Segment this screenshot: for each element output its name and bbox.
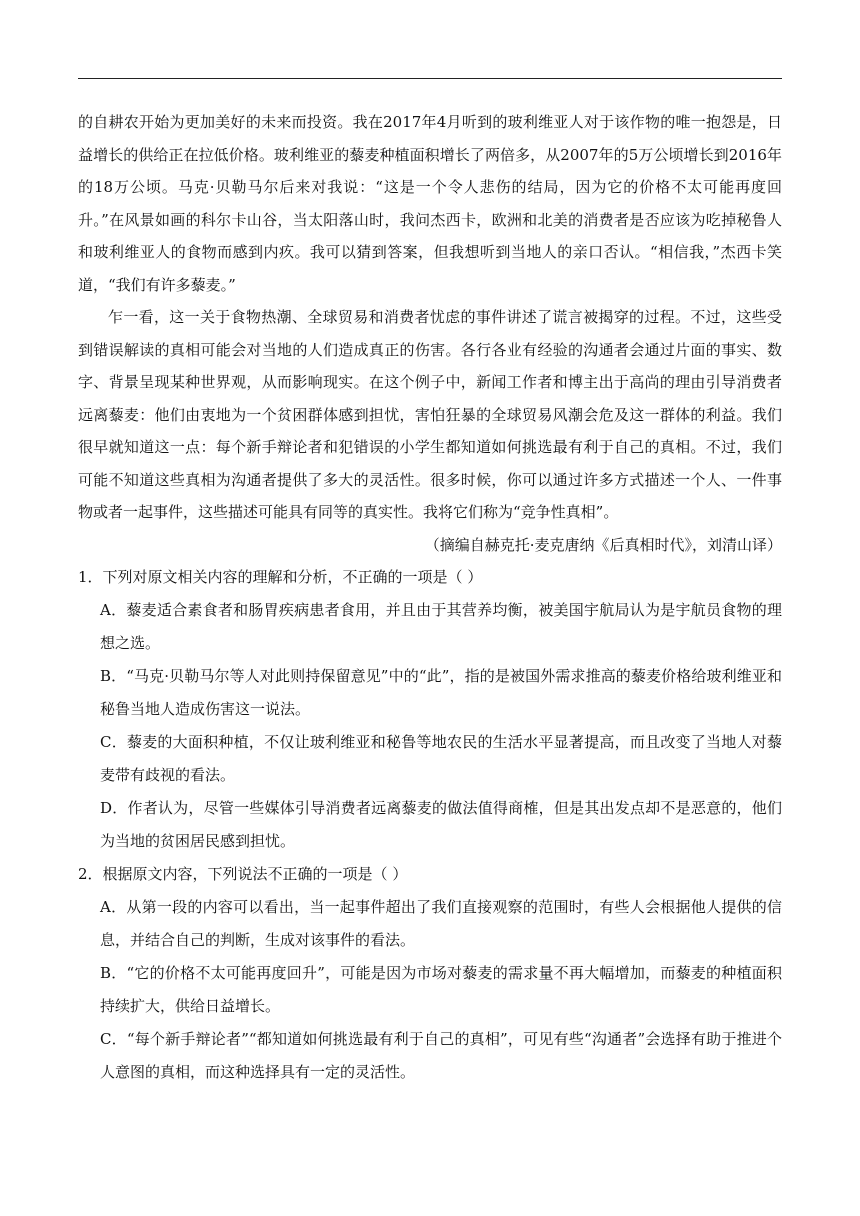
option-a: A．从第一段的内容可以看出，当一起事件超出了我们直接观察的范围时，有些人会根据他人提供的信息，并结合自己的判断，生成对该事件的看法。	[100, 897, 782, 949]
header-rule	[78, 78, 782, 79]
option-b: B．“马克·贝勒马尔等人对此则持保留意见”中的“此”，指的是被国外需求推高的藜麦价格给玻利维亚和秘鲁当地人造成伤害这一说法。	[100, 666, 782, 718]
question-1	[78, 561, 782, 858]
option-c: C．藜麦的大面积种植，不仅让玻利维亚和秘鲁等地农民的生活水平显著提高，而且改变了当地人对藜麦带有歧视的看法。	[100, 732, 782, 784]
option-b: B．“它的价格不太可能再度回升”，可能是因为市场对藜麦的需求量不再大幅增加，而藜麦的种植面积持续扩大，供给日益增长。	[100, 963, 782, 1015]
passage-paragraph-2: 乍一看，这一关于食物热潮、全球贸易和消费者忧虑的事件讲述了谎言被揭穿的过程。不过，这些受到错误解读的真相可能会对当地的人们造成真正的伤害。各行各业有经验的沟通者会通过片面的事实、数字、背景呈现某种世界观，从而影响现实。在这个例子中，新闻工作者和博主出于高尚的理由引导消费者远离藜麦：他们由衷地为一个贫困群体感到担忧，害怕狂暴的全球贸易风潮会危及这一群体的利益。我们很早就知道这一点：每个新手辩论者和犯错误的小学生都知道如何挑选最有利于自己的真相。不过，我们可能不知道这些真相为沟通者提供了多大的灵活性。很多时候，你可以通过许多方式描述一个人、一件事物或者一起事件，这些描述可能具有同等的真实性。我将它们称为“竞争性真相”。	[78, 308, 782, 521]
question-stem: 2．根据原文内容，下列说法不正确的一项是（ ）	[78, 864, 408, 883]
question-2	[78, 858, 782, 1089]
option-a: A．藜麦适合素食者和肠胃疾病患者食用，并且由于其营养均衡，被美国宇航局认为是宇航员食物的理想之选。	[100, 600, 782, 652]
document-body	[78, 106, 782, 1089]
source-attribution: （摘编自赫克托·麦克唐纳《后真相时代》，刘清山译）	[424, 535, 782, 554]
option-d: D．作者认为，尽管一些媒体引导消费者远离藜麦的做法值得商榷，但是其出发点却不是恶意的，他们为当地的贫困居民感到担忧。	[100, 798, 782, 850]
option-c: C．“每个新手辩论者”“都知道如何挑选最有利于自己的真相”，可见有些“沟通者”会选择有助于推进个人意图的真相，而这种选择具有一定的灵活性。	[100, 1029, 782, 1081]
passage-paragraph-1: 的自耕农开始为更加美好的未来而投资。我在2017年4月听到的玻利维亚人对于该作物的唯一抱怨是，日益增长的供给正在拉低价格。玻利维亚的藜麦种植面积增长了两倍多，从2007年的5万公顷增长到2016年的18万公顷。马克·贝勒马尔后来对我说：“这是一个令人悲伤的结局，因为它的价格不太可能再度回升。”在风景如画的科尔卡山谷，当太阳落山时，我问杰西卡，欧洲和北美的消费者是否应该为吃掉秘鲁人和玻利维亚人的食物而感到内疚。我可以猜到答案，但我想听到当地人的亲口否认。“相信我，”杰西卡笑道，“我们有许多藜麦。”	[78, 113, 782, 294]
question-stem: 1．下列对原文相关内容的理解和分析，不正确的一项是（ ）	[78, 567, 483, 586]
